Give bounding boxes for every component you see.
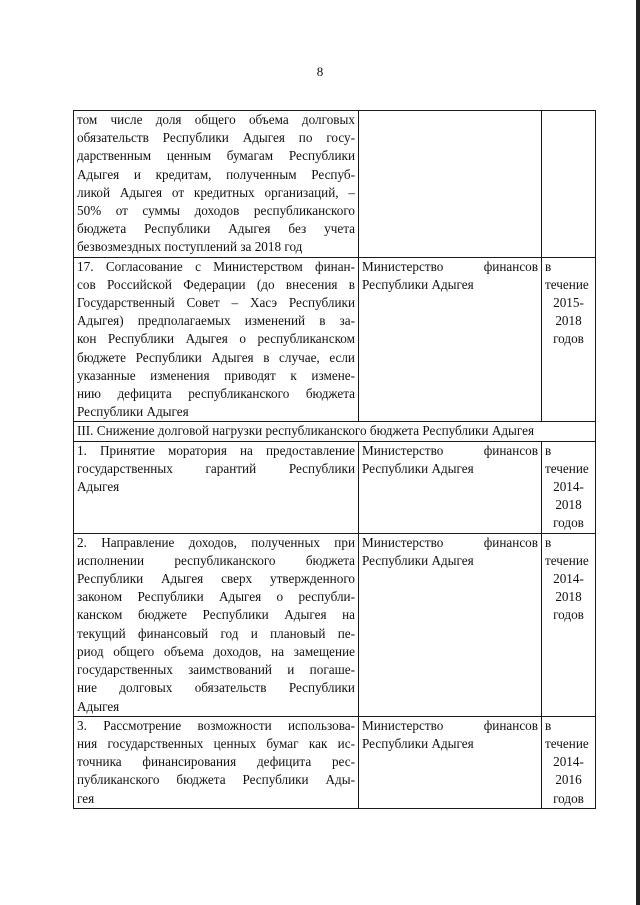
term-line: в течение (545, 534, 589, 568)
measures-table (73, 110, 596, 809)
executor-line: Республики Адыгея (362, 735, 474, 751)
measure-line: бюджета Республики Адыгея без учета (77, 221, 355, 237)
measure-cell (74, 533, 359, 716)
term-line: в течение (545, 258, 589, 292)
measure-line: Республики Адыгея сверх утвержденного (77, 571, 355, 587)
measure-line: кон Республики Адыгея о республиканском (77, 331, 355, 347)
term-cell (542, 441, 596, 533)
measure-line: канском бюджете Республики Адыгея на (77, 607, 355, 623)
measure-line: ликой Адыгея от кредитных организаций, – (77, 184, 355, 200)
term-line: в течение (545, 717, 589, 751)
executor-line: Республики Адыгея (362, 552, 474, 568)
term-cell (542, 716, 596, 808)
measure-line: нию дефицита республиканского бюджета (77, 386, 355, 402)
measure-line: сов Российской Федерации (до внесения в (77, 276, 355, 292)
measure-line: безвозмездных поступлений за 2018 год (77, 239, 303, 255)
measure-line: гея (77, 790, 95, 806)
measure-cell (74, 111, 359, 258)
measure-line: государственных заимствований и погаше- (77, 662, 355, 678)
measure-line: текущий финансовый год и плановый пе- (77, 625, 355, 641)
measure-line: дарственным ценным бумагам Республики (77, 148, 355, 164)
term-cell (542, 257, 596, 422)
term-cell (542, 533, 596, 716)
executor-cell (359, 257, 542, 422)
term-line: годов (553, 331, 584, 347)
section-header-row (74, 422, 596, 441)
measure-cell (74, 441, 359, 533)
term-line: 2014-2016 (553, 754, 584, 788)
term-line: годов (553, 515, 584, 531)
measure-line: исполнении республиканского бюджета (77, 552, 355, 568)
measure-line: публиканского бюджета Республики Ады- (77, 772, 355, 788)
measure-line: Государственный Совет – Хасэ Республики (77, 295, 355, 311)
executor-line: Республики Адыгея (362, 276, 474, 292)
measure-line: риод общего объема доходов, на замещение (77, 643, 355, 659)
term-line: 2014-2018 (553, 479, 584, 513)
measure-line: том числе доля общего объема долговых (77, 112, 355, 127)
executor-cell (359, 441, 542, 533)
measure-line: законом Республики Адыгея о республи- (77, 589, 355, 605)
table-row (74, 257, 596, 422)
term-line: годов (553, 607, 584, 623)
measure-line: 3. Рассмотрение возможности использова- (77, 717, 355, 733)
term-line: годов (553, 790, 584, 806)
measure-line: указанные изменения приводят к измене- (77, 367, 355, 383)
section-title: III. Снижение долговой нагрузки республиканского бюджета Республики Адыгея (74, 422, 596, 441)
scan-edge-border (636, 0, 640, 905)
measure-cell (74, 716, 359, 808)
term-line: 2014-2018 (553, 571, 584, 605)
executor-cell (359, 111, 542, 258)
measure-line: ния государственных ценных бумаг как ис- (77, 735, 355, 751)
measure-line: 1. Принятие моратория на предоставление (77, 442, 355, 458)
measure-line: 2. Направление доходов, полученных при (77, 534, 355, 550)
executor-line: Министерство финансов (362, 717, 538, 733)
term-cell (542, 111, 596, 258)
executor-line: Министерство финансов (362, 534, 538, 550)
measure-line: бюджете Республики Адыгея в случае, если (77, 349, 355, 365)
table-row (74, 716, 596, 808)
executor-line: Министерство финансов (362, 442, 538, 458)
executor-line: Министерство финансов (362, 258, 538, 274)
term-line: в течение (545, 442, 589, 476)
measure-line: 17. Согласование с Министерством финан- (77, 258, 355, 274)
measure-line: ние долговых обязательств Республики (77, 680, 355, 696)
measure-line: Адыгея) предполагаемых изменений в за- (77, 313, 355, 329)
executor-cell (359, 716, 542, 808)
executor-line: Республики Адыгея (362, 460, 474, 476)
measure-line: обязательств Республики Адыгея по госу- (77, 130, 355, 146)
table-row (74, 533, 596, 716)
measure-cell (74, 257, 359, 422)
measure-line: Адыгея и кредитам, полученным Респуб- (77, 166, 355, 182)
measure-line: 50% от суммы доходов республиканского (77, 203, 355, 219)
measure-line: Республики Адыгея (77, 404, 189, 420)
measure-line: Адыгея (77, 479, 120, 495)
table-row (74, 111, 596, 258)
measure-line: точника финансирования дефицита рес- (77, 754, 355, 770)
table-row (74, 441, 596, 533)
executor-cell (359, 533, 542, 716)
measure-line: государственных гарантий Республики (77, 460, 355, 476)
term-line: 2015-2018 (553, 295, 584, 329)
page-number: 8 (316, 64, 324, 79)
measure-line: Адыгея (77, 698, 120, 714)
